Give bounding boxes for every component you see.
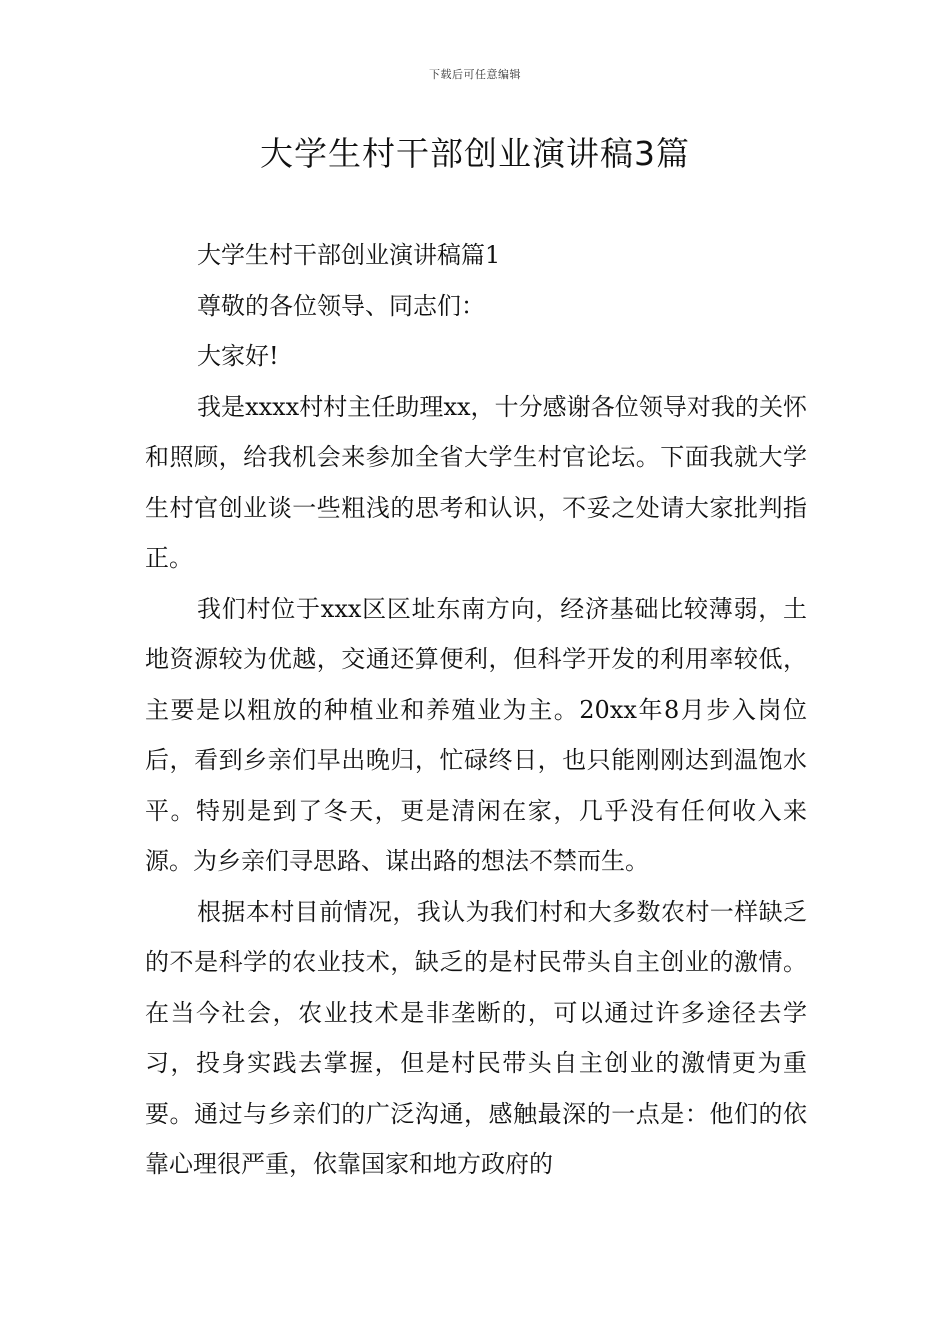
greeting: 大家好! — [197, 342, 279, 370]
paragraph: 我是xxxx村村主任助理xx，十分感谢各位领导对我的关怀和照顾，给我机会来参加全省大学生村官论坛。下面我就大学生村官创业谈一些粗浅的思考和认识，不妥之处请大家批判指正。 — [145, 392, 807, 572]
paragraph: 我们村位于xxx区区址东南方向，经济基础比较薄弱，土地资源较为优越，交通还算便利，但科学开发的利用率较低，主要是以粗放的种植业和养殖业为主。20xx年8月步入岗位后，看到乡亲们早出晚归，忙碌终日，也只能刚刚达到温饱水平。特别是到了冬天，更是清闲在家，几乎没有任何收入来源。为乡亲们寻思路、谋出路的想法不禁而生。 — [145, 594, 807, 875]
salutation: 尊敬的各位领导、同志们： — [197, 291, 485, 320]
document-body — [145, 230, 807, 1190]
header-note: 下载后可任意编辑 — [429, 68, 521, 81]
document-title: 大学生村干部创业演讲稿3篇 — [260, 134, 690, 173]
paragraph: 根据本村目前情况，我认为我们村和大多数农村一样缺乏的不是科学的农业技术，缺乏的是村民带头自主创业的激情。在当今社会，农业技术是非垄断的，可以通过许多途径去学习，投身实践去掌握，但是村民带头自主创业的激情更为重要。通过与乡亲们的广泛沟通，感触最深的一点是：他们的依靠心理很严重，依靠国家和地方政府的 — [145, 897, 807, 1178]
section-heading: 大学生村干部创业演讲稿篇1 — [197, 241, 501, 269]
